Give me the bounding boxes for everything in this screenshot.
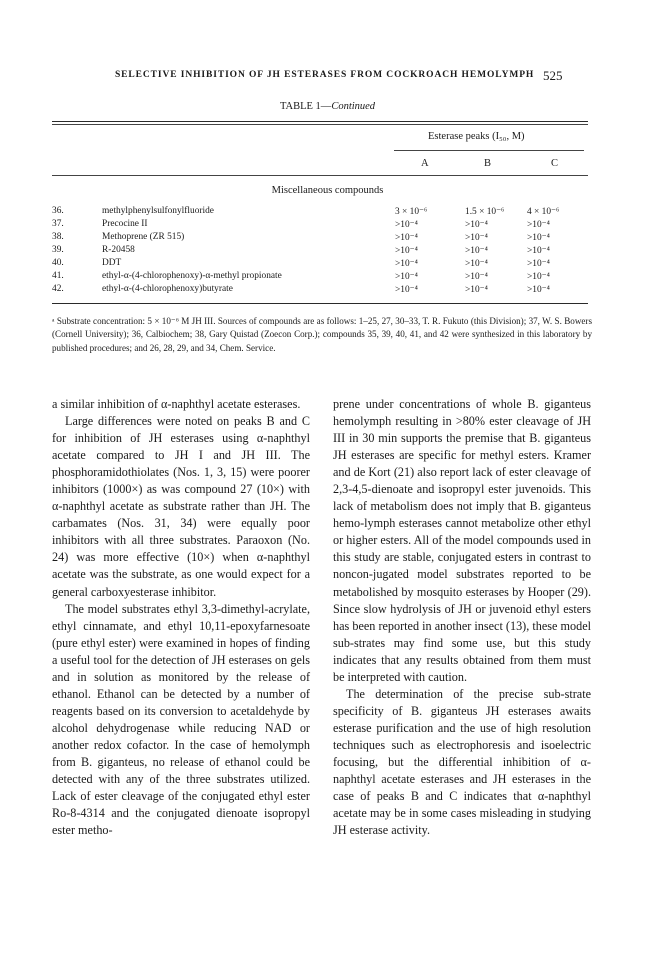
compound-name: ethyl-α-(4-chlorophenoxy)butyrate (102, 284, 233, 294)
value-c: >10⁻⁴ (527, 285, 550, 295)
value-a: >10⁻⁴ (395, 246, 418, 256)
column-header-a: A (421, 158, 429, 169)
compound-name: R-20458 (102, 245, 135, 255)
row-number: 40. (52, 258, 64, 268)
value-c: >10⁻⁴ (527, 272, 550, 282)
value-a: >10⁻⁴ (395, 285, 418, 295)
value-b: >10⁻⁴ (465, 285, 488, 295)
value-c: >10⁻⁴ (527, 233, 550, 243)
paragraph: a similar inhibition of α-naphthyl acetate esterases. (52, 397, 301, 411)
value-a: >10⁻⁴ (395, 259, 418, 269)
table-row (52, 284, 592, 295)
compound-name: Precocine II (102, 219, 148, 229)
table-top-rule (52, 121, 588, 122)
paragraph: The model substrates ethyl 3,3-dimethyl-acrylate, ethyl cinnamate, and ethyl 10,11-epoxyfarnesoate (pure ethyl ester) were examined in hopes of finding a useful tool for the detection of JH esterases on gels and in solution as monitored by the release of ethanol. Ethanol can be detected by a number of reagents based on its conversion to acetaldehyde by alcohol dehydrogenase while reducing NAD or another redox cofactor. In the case of hemolymph from B. giganteus, no release of ethanol could be detected with any of the three substrates utilized. Lack of ester cleavage of the conjugated ethyl ester Ro-8-4314 and the conjugated dienoate isopropyl ester metho- (52, 601, 310, 838)
section-label: Miscellaneous compounds (271, 185, 384, 196)
compound-name: methylphenylsulfonylfluoride (102, 206, 214, 216)
left-column (52, 396, 310, 839)
value-a: >10⁻⁴ (395, 272, 418, 282)
right-column (333, 396, 591, 839)
paragraph: prene under concentrations of whole B. giganteus hemolymph resulting in >80% ester cleavage of JH III in 30 min supports the premise that B. giganteus JH esterases are specific for methyl esters. Kramer and de Kort (21) also report lack of ester cleavage of 2,3-4,5-dienoate and isopropyl ester juvenoids. This lack of metabolism does not imply that B. giganteus hemo-lymph esterases cannot metabolize other ethyl or higher esters. All of the model compounds used in this study are stable, conjugated esters in contrast to noncon-jugated model substrates reported to be metabolished by mosquito esterases by Hooper (29). Since slow hydrolysis of JH or juvenoid ethyl esters has been reported in another insect (13), these model sub-strates may find some use, but this study indicates that any results obtained from them must be interpreted with caution. (333, 397, 591, 684)
value-b: >10⁻⁴ (465, 272, 488, 282)
table-row (52, 219, 592, 230)
row-number: 38. (52, 232, 64, 242)
value-c: 4 × 10⁻⁶ (527, 207, 560, 217)
group-header-rule (394, 150, 584, 151)
running-header (0, 70, 655, 84)
column-header-c: C (551, 158, 559, 169)
esterase-peaks-header: Esterase peaks (I₅₀, M) (428, 131, 525, 142)
row-number: 39. (52, 245, 64, 255)
table-bottom-rule (52, 303, 588, 304)
row-number: 42. (52, 284, 64, 294)
value-b: >10⁻⁴ (465, 246, 488, 256)
table-row (52, 232, 592, 243)
compound-name: Methoprene (ZR 515) (102, 232, 185, 242)
value-c: >10⁻⁴ (527, 220, 550, 230)
table-row (52, 206, 592, 217)
value-c: >10⁻⁴ (527, 246, 550, 256)
compound-name: ethyl-α-(4-chlorophenoxy)-α-methyl propionate (102, 271, 282, 281)
value-a: >10⁻⁴ (395, 220, 418, 230)
running-title: SELECTIVE INHIBITION OF JH ESTERASES FROM COCKROACH HEMOLYMPH (115, 70, 535, 80)
table-row (52, 245, 592, 256)
paragraph: Large differences were noted on peaks B and C for inhibition of JH esterases using α-naphthyl acetate compared to JH I and JH III. The phosphoramidothiolates (Nos. 1, 3, 15) were poorer inhibitors (1000×) as was compound 27 (10×) with α-naphthyl acetate as substrate rather than JH. The carbamates (Nos. 31, 34) were equally poor inhibitors with all three substrates. Paraoxon (No. 24) was more effective (10×) when α-naphthyl acetate was the substrate, as one would expect for a general carboxyesterase inhibitor. (52, 414, 310, 599)
row-number: 36. (52, 206, 64, 216)
value-a: 3 × 10⁻⁶ (395, 207, 428, 217)
value-b: 1.5 × 10⁻⁶ (465, 207, 505, 217)
table-top-rule-inner (52, 124, 588, 125)
header-bottom-rule (52, 175, 588, 176)
table-title-continued: Continued (331, 101, 376, 112)
value-b: >10⁻⁴ (465, 220, 488, 230)
value-b: >10⁻⁴ (465, 233, 488, 243)
table-title-main: TABLE 1— (279, 101, 332, 112)
table-footnote: ᵃ Substrate concentration: 5 × 10⁻⁶ M JH III. Sources of compounds are as follows: 1–25, 27, 30–33, T. R. Fukuto (this Division); 37, W. S. Bowers (Cornell University); 36, Calbiochem; 38, Gary Quistad (Zoecon Corp.); compounds 35, 39, 40, 41, and 42 were synthesized in this laboratory by published procedures; and 26, 28, 29, and 34, Chem. Service. (52, 316, 592, 353)
row-number: 41. (52, 271, 64, 281)
row-number: 37. (52, 219, 64, 229)
page-number: 525 (543, 68, 563, 83)
value-b: >10⁻⁴ (465, 259, 488, 269)
table-row (52, 258, 592, 269)
value-c: >10⁻⁴ (527, 259, 550, 269)
table-title (0, 101, 655, 112)
paragraph: The determination of the precise sub-strate specificity of B. giganteus JH esterases awaits esterase purification and the use of high resolution techniques such as electrophoresis and isoelectric focusing, but the differential inhibition of α-naphthyl acetate esterases and JH esterases in the case of peaks B and C indicates that α-naphthyl acetate may be in some cases misleading in studying JH esterase activity. (333, 686, 591, 838)
column-header-b: B (484, 158, 492, 169)
table-row (52, 271, 592, 282)
value-a: >10⁻⁴ (395, 233, 418, 243)
compound-name: DDT (102, 258, 122, 268)
